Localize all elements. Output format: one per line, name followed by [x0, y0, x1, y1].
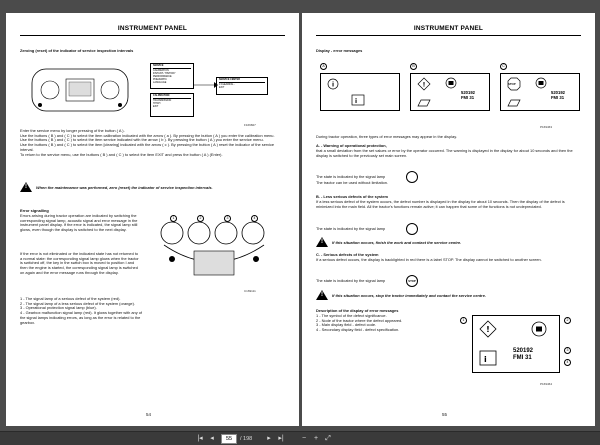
svg-text:!: !	[422, 81, 426, 89]
label-3: 3	[224, 215, 231, 222]
figure-error-displays	[316, 63, 582, 123]
panel-label-b: B	[410, 63, 417, 70]
warning-icon	[316, 290, 328, 300]
state-text: The state is indicated by the signal lamp	[316, 278, 386, 283]
right-page	[302, 13, 595, 426]
description-item: 1 - The symbol of the defect significance.	[316, 313, 387, 318]
error-persist-paragraph: If the error is not eliminated or the indicated state has not returned to a normal state: the corresponding signal lamp glows when the tractor is switched off, the key in the switch box is moved to position I and then the engine is started, the corresponding signal lamp is switched on again and the error message runs through the display.	[20, 251, 139, 275]
figure-code: P169464	[540, 382, 553, 386]
warning-text: When the maintenance was performed, zero (reset) the indicator of service inspection intervals.	[36, 185, 213, 190]
menu-item: PERFORMANCE	[153, 74, 172, 78]
diamond-warning-icon	[417, 77, 431, 91]
engine-icon	[535, 77, 547, 89]
subsection-title: B. - Less serious defects of the system	[316, 194, 389, 199]
menu-item: LANGUAGE	[153, 80, 167, 84]
description-item: 4 - Secondary display field - defect specification.	[316, 327, 400, 333]
book-icon	[351, 94, 365, 106]
panel-label-c: C	[500, 63, 507, 70]
label-2: 2	[197, 215, 204, 222]
legend-item: 4 - Gearbox malfunction signal lamp (red). It glows together with any of the signal lamps indicating errors, as long as the error is related to the gearbox.	[20, 310, 142, 325]
stop-label: STOP	[508, 82, 516, 86]
legend-item: 3 - Operational protection signal lamp (blue).	[20, 305, 97, 311]
subsection-text: that a small deviation from the set values or error by the operator occurred. The warning is displayed in the display for about 10 seconds and then the display is switched to the previously set main screen.	[316, 148, 573, 158]
figure-code: F169827	[244, 123, 256, 127]
service-menu-box	[150, 63, 194, 89]
stop-lamp-icon: STOP	[406, 275, 418, 287]
viewer-toolbar	[0, 431, 600, 445]
header-rule	[20, 35, 285, 36]
label-3: 3	[564, 347, 571, 354]
legend-item: 1 - The signal lamp of a serious defect of the system (red).	[20, 296, 121, 301]
panel-a-display	[320, 73, 400, 111]
description-item: 2 - Node of the tractor where the defect appeared.	[316, 317, 403, 323]
state-text: The state is indicated by the signal lamp	[316, 226, 386, 231]
error-signalling-paragraph: Errors arising during tractor operation are indicated by switching the corresponding signal lamp, acoustic signal and error message in the instrument panel display. If the error is indicated, the signal lamp still glows, even though the display is switched to the next display.	[20, 213, 138, 233]
tractor-node-icon	[507, 98, 521, 108]
warning-lamp-icon	[327, 78, 339, 90]
subsection-text: If a serious defect occurs, the display is backlighted in red there is a label STOP. The display cannot be switched to another screen.	[316, 257, 542, 262]
total-pages: / 198	[240, 436, 253, 442]
next-page-icon[interactable]: ▸	[267, 435, 271, 442]
label-2: 2	[564, 317, 571, 324]
section-title: Zeroing (reset) of the indicator of service inspection intervals	[20, 48, 134, 53]
figure-signal-lamps	[148, 216, 283, 287]
legend-item: 2 - The signal lamp of a less serious defect of the system (orange).	[20, 300, 135, 306]
error-code-line: FMI 31	[513, 355, 532, 361]
instrument-cluster-drawing	[30, 65, 130, 115]
engine-icon	[445, 77, 457, 89]
section-title: Error signalling	[20, 208, 49, 213]
calibration-menu-title: CALIBRATION	[153, 95, 191, 99]
subsection-title: A. - Warning of operational protection,	[316, 143, 387, 148]
error-code-line: FMI 31	[461, 94, 475, 100]
service-center-title: SERVICE CENTER	[219, 79, 265, 83]
prev-page-icon[interactable]: ◂	[210, 435, 214, 442]
first-page-icon[interactable]: |◂	[197, 435, 203, 442]
page-header: INSTRUMENT PANEL	[117, 25, 188, 32]
zoom-in-icon[interactable]: +	[313, 435, 319, 442]
error-code-line: 520192	[513, 348, 534, 354]
description-item: 3 - Main display field - defect code.	[316, 322, 377, 328]
section-title: Display - error messages	[316, 48, 363, 53]
calibration-menu-box	[150, 93, 194, 117]
figure-error-description	[460, 313, 580, 379]
instruction-line: Use the buttons ( B ) and ( C ) to select the item service indicated with the arrow ( b ). By pressing the button ( A ) you enter the service menu.	[20, 137, 264, 143]
label-1: 1	[460, 317, 467, 324]
fit-page-icon[interactable]: ⤢	[325, 435, 331, 442]
last-page-icon[interactable]: ▸|	[278, 435, 284, 442]
lamp-legend	[20, 297, 145, 325]
error-code-line: 520192	[551, 90, 565, 95]
svg-text:!: !	[486, 325, 490, 334]
intro-paragraph: During tractor operation, three types of error messages may appear in the display.	[316, 134, 457, 139]
svg-text:i: i	[484, 355, 487, 364]
page-header: INSTRUMENT PANEL	[413, 25, 484, 32]
warning-icon	[20, 182, 32, 192]
note-text: The tractor can be used without limitation.	[316, 180, 389, 185]
error-code	[513, 348, 533, 362]
engine-icon	[531, 321, 547, 337]
left-page	[6, 13, 299, 426]
subsection-title: C. - Serious defects of the system	[316, 252, 379, 257]
label-4: 4	[251, 215, 258, 222]
error-code	[551, 91, 565, 100]
subsection-title: Description of the display of error messages	[316, 308, 399, 313]
menu-item: 0 CLEARING...	[219, 82, 236, 86]
figure-code: P169463	[540, 125, 553, 129]
panel-b-display	[410, 73, 490, 111]
error-display-large	[472, 315, 560, 373]
instruction-line: Use the buttons ( B ) and ( C ) to select the item calibration indicated with the arrow ( a ). By pressing the button ( A ) you enter the calibration menu.	[20, 132, 275, 138]
service-center-box	[216, 77, 268, 95]
zoom-out-icon[interactable]: −	[301, 435, 307, 442]
svg-text:i: i	[331, 81, 335, 89]
panel-label-a: A	[320, 63, 327, 70]
description-list	[316, 314, 446, 333]
menu-item: TRANSMISSION	[153, 98, 172, 102]
page-number: 55	[442, 412, 448, 417]
instructions-paragraph	[20, 129, 282, 157]
state-text: The state is indicated by the signal lamp	[316, 174, 386, 179]
book-icon	[479, 350, 497, 366]
figure-code: C169111	[244, 289, 256, 293]
instruction-line: Use the buttons ( B ) and ( C ) to select the item [clearing] indicated with the arrow ( c ). By pressing the button ( A ) reset the indicator of the service interval.	[20, 142, 275, 152]
menu-item: EXIT	[153, 104, 159, 108]
error-code-line: 520192	[461, 90, 475, 95]
warning-text: If this situation occurs, finish the work and contact the service centre.	[332, 240, 462, 245]
service-menu-title: SERVICE	[153, 65, 191, 69]
menu-item: CALIBRATION	[153, 68, 169, 72]
page-number-input[interactable]: 55	[221, 434, 237, 444]
figure-service-menu	[20, 59, 285, 121]
signal-lamp-icon	[406, 223, 418, 235]
subsection-text: If a less serious defect of the system occurs, the defect number is displayed in the display for about 10 seconds. Then the display of the defect is minimized into the main field. All the tractor's functions remain active; it can happen that some of the functions is not undepreciated.	[316, 199, 565, 209]
label-4: 4	[564, 359, 571, 366]
warning-icon	[316, 237, 328, 247]
panel-c-display	[500, 73, 580, 111]
instruction-line: To return to the service menu, use the buttons ( B ) and ( C ) to select the item EXIT and press the button ( A ) (Enter).	[20, 151, 223, 157]
svg-text:i: i	[355, 98, 358, 105]
diamond-warning-icon	[479, 320, 497, 338]
error-code	[461, 91, 475, 100]
header-rule	[316, 35, 581, 36]
tractor-node-icon	[417, 98, 431, 108]
instruction-line: Enter the service menu by longer pressing of the button ( A ).	[20, 128, 125, 133]
menu-item: PNEUMATIC	[153, 77, 167, 81]
menu-item: INSTANT / HISTORY	[153, 71, 176, 75]
label-1: 1	[170, 215, 177, 222]
dashboard-gauges-drawing	[154, 219, 274, 283]
menu-item: HITCH	[153, 101, 161, 105]
warning-text: If this situation occurs, stop the tractor immediately and contact the service centre.	[332, 293, 486, 298]
arrow-icon	[194, 81, 218, 89]
menu-item: EXIT	[219, 85, 225, 89]
error-code-line: FMI 31	[551, 94, 565, 100]
page-number: 54	[146, 412, 152, 417]
